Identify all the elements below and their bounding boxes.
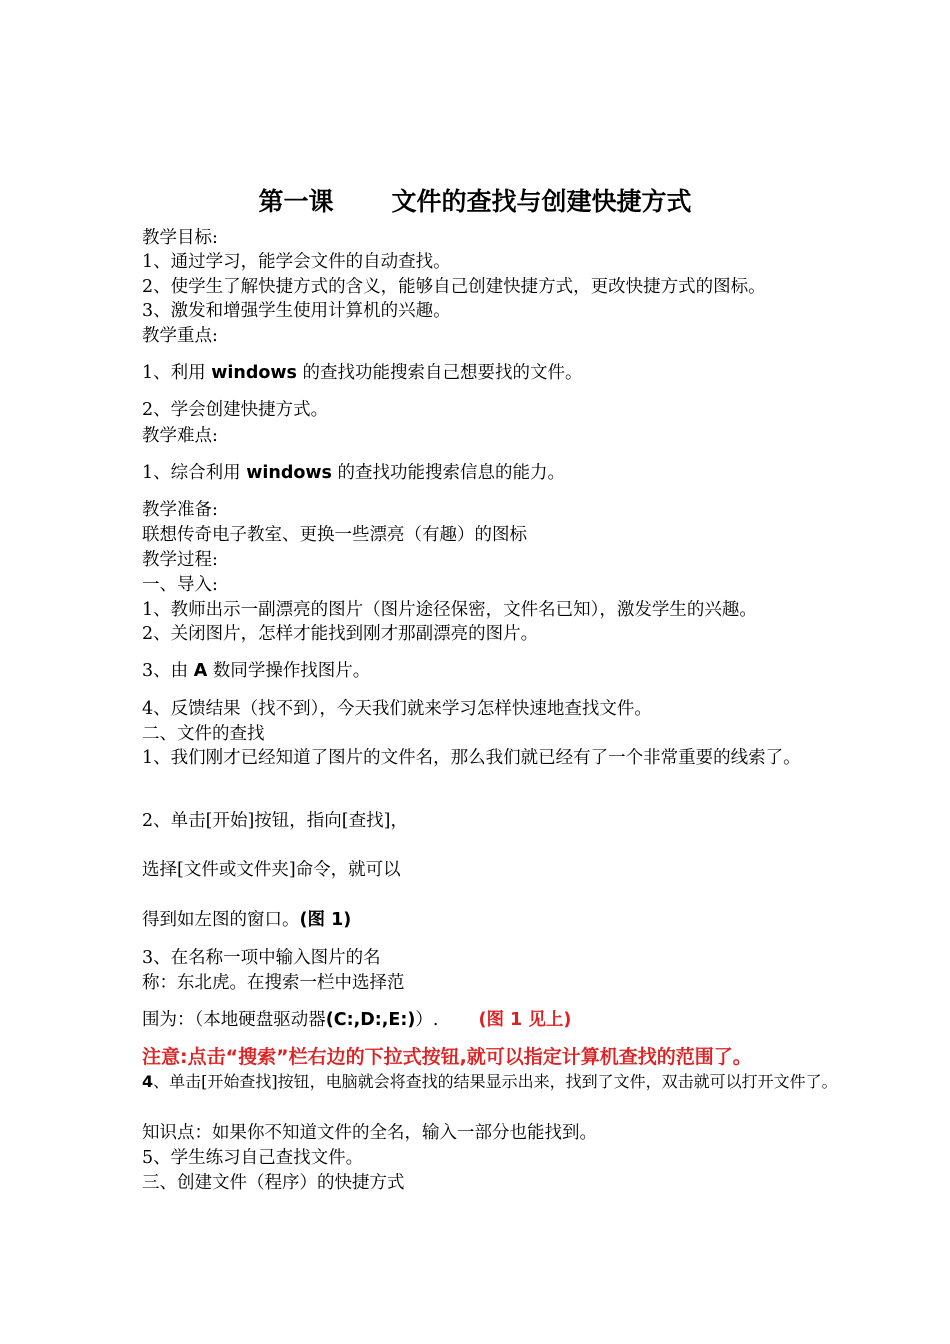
group-letter: A [193, 661, 208, 681]
figure-ref-red: (图 1 见上) [478, 1010, 572, 1030]
objectives-heading: 教学目标: [142, 228, 218, 248]
process-item: 2、单击[开始]按钮，指向[查找]， [142, 811, 408, 831]
text-span: 1、利用 [142, 363, 212, 383]
text-span: 的查找功能搜索自己想要找的文件。 [296, 363, 583, 383]
section-heading: 二、文件的查找 [142, 724, 265, 744]
process-item [142, 1070, 932, 1094]
key-points-heading: 教学重点: [142, 326, 218, 346]
title-topic: 文件的查找与创建快捷方式 [391, 187, 692, 216]
preparation-text: 联想传奇电子教室、更换一些漂亮（有趣）的图标 [142, 525, 527, 545]
knowledge-point: 知识点：如果你不知道文件的全名，输入一部分也能找到。 [142, 1123, 597, 1143]
notice-text: 注意:点击“搜索”栏右边的下拉式按钮,就可以指定计算机查找的范围了。 [142, 1046, 752, 1068]
windows-word: windows [246, 463, 332, 483]
process-item: 4、反馈结果（找不到），今天我们就来学习怎样快速地查找文件。 [142, 699, 652, 719]
key-point-item [142, 361, 583, 385]
text-span: 1、综合利用 [142, 463, 247, 483]
text-span: ）. [415, 1010, 439, 1030]
text-span: 3、由 [142, 661, 194, 681]
process-item: 1、我们刚才已经知道了图片的文件名，那么我们就已经有了一个非常重要的线索了。 [142, 748, 801, 768]
text-span: 数同学操作找图片。 [207, 661, 371, 681]
text-span: 围为：（本地硬盘驱动器 [142, 1010, 326, 1030]
process-item [142, 1008, 571, 1032]
difficulty-item [142, 461, 565, 485]
drive-list: (C:,D:,E:) [325, 1010, 416, 1030]
process-item [142, 659, 370, 683]
process-item: 1、教师出示一副漂亮的图片（图片途径保密，文件名已知），激发学生的兴趣。 [142, 600, 757, 620]
text-span: 的查找功能搜索信息的能力。 [331, 463, 566, 483]
difficulties-heading: 教学难点: [142, 426, 218, 446]
process-item: 3、在名称一项中输入图片的名 [142, 948, 381, 968]
process-item [142, 908, 351, 932]
page-title [0, 182, 950, 218]
process-item: 称：东北虎。在搜索一栏中选择范 [142, 973, 405, 993]
objective-item: 3、激发和增强学生使用计算机的兴趣。 [142, 301, 451, 321]
process-item: 5、学生练习自己查找文件。 [142, 1148, 364, 1168]
preparation-heading: 教学准备: [142, 500, 218, 520]
process-item: 选择[文件或文件夹]命令，就可以 [142, 860, 401, 880]
process-heading: 教学过程: [142, 550, 218, 570]
text-span: 、单击[开始查找]按钮，电脑就会将查找的结果显示出来，找到了文件，双击就可以打开文件了。 [153, 1072, 838, 1091]
text-span: 得到如左图的窗口。 [142, 910, 300, 930]
section-heading: 一、导入: [142, 575, 218, 595]
objective-item: 2、使学生了解快捷方式的含义，能够自己创建快捷方式，更改快捷方式的图标。 [142, 277, 766, 297]
windows-word: windows [211, 363, 297, 383]
key-point-item: 2、学会创建快捷方式。 [142, 400, 329, 420]
process-item: 2、关闭图片，怎样才能找到刚才那副漂亮的图片。 [142, 624, 539, 644]
figure-ref: (图 1) [299, 910, 352, 930]
section-heading: 三、创建文件（程序）的快捷方式 [142, 1173, 405, 1193]
item-number: 4 [142, 1072, 154, 1091]
objective-item: 1、通过学习，能学会文件的自动查找。 [142, 252, 451, 272]
title-lesson: 第一课 [258, 187, 334, 216]
